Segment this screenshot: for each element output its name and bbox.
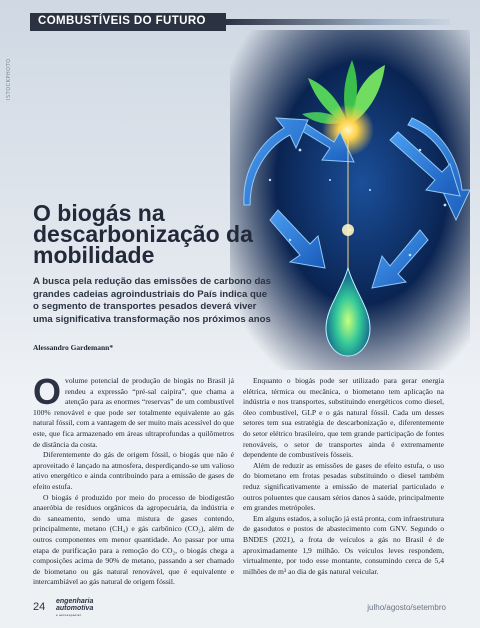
paragraph: O biogás é produzido por meio do processo de biodigestão anaeróbia de resíduos orgânicos da agropecuária, da indústria e do saneamento, sendo uma mistura de gases contendo, principalmente, metano (CH₄) e gás carbônico (CO₂), além de outros componentes em menor quantidade. Ao passar por uma etapa de purificação para a remoção do CO₂, o biogás chega a composições acima de 90% de metano, passando a ser chamado de biometano ou gás natural renovável, que é equivalente e intercambiável ao gás natural de origem fóssil. [33, 492, 234, 587]
drop-cap: O [33, 371, 62, 412]
section-header [30, 13, 450, 31]
article-author: Alessandro Gardemann* [33, 343, 114, 352]
logo-line-2: automotiva [56, 604, 94, 612]
magazine-logo [56, 599, 93, 619]
section-header-rule [226, 19, 450, 25]
paragraph: Diferentemente do gás de origem fóssil, o biogás que não é aproveitado é lançado na atmosfera, desperdiçando-se um valioso ativo energético e ainda contribuindo para a emissão de gases de efeito estufa. [33, 450, 234, 491]
issue-date: julho/agosto/setembro [367, 603, 446, 612]
section-label: COMBUSTÍVEIS DO FUTURO [38, 15, 206, 27]
paragraph [33, 371, 234, 450]
energy-point [342, 224, 354, 236]
page-number: 24 [33, 601, 46, 613]
paragraph: Além de reduzir as emissões de gases de efeito estufa, o uso do biometano em frotas pesadas substituindo o diesel também reduz significativamente a emissão de material particulado e outros poluentes que causam sérios danos à saúde, principalmente em grandes metrópoles. [243, 460, 444, 513]
logo-line-1: engenharia [56, 598, 94, 605]
paragraph-text: volume potencial de produção de biogás no Brasil já rendeu a expressão “pré-sal caipira”, que chama a atenção para as enormes “reservas” de um combustível 100% renovável e que pode ser totalmente equivalente ao gás natural fóssil, com a vantagem de ser muito mais acessível do que este, que fica armazenado em áreas ultraprofundas a quilômetros de distância da costa. [33, 376, 234, 449]
text-column-left [33, 371, 234, 588]
text-column-right [243, 376, 444, 577]
paragraph: Em alguns estados, a solução já está pronta, com infraestrutura de gasodutos e postos de abastecimento com GNV. Segundo o BNDES (2021), a frota de veículos a gás no Brasil é de aproximadamente 1,9 milhão. Os veículos leves respondem, virtualmente, por todo esse montante, consumindo cerca de 5,4 milhões de m³ ao dia de gás natural veicular. [243, 513, 444, 576]
image-credit: ISTOCKPHOTO [6, 58, 12, 100]
article-title: O biogás na descarbonização da mobilidade [33, 200, 253, 268]
logo-line-3: e aeroespacial [56, 613, 81, 617]
paragraph: Enquanto o biogás pode ser utilizado para gerar energia elétrica, térmica ou mecânica, o biometano tem aplicação na indústria e nos transportes, substituindo energéticos como diesel, óleo combustível, GLP e o gás natural fóssil. Cada um desses setores tem sua estratégia de descarbonização e, diferentemente do setor elétrico brasileiro, que tem grande participação de fontes renováveis, o setor de transportes ainda é extremamente dependente de combustíveis fósseis. [243, 376, 444, 460]
article-subtitle: A busca pela redução das emissões de carbono das grandes cadeias agroindustriais do País indica que o segmento de transportes pesados deverá viver uma significativa transformação nos próximos anos [33, 276, 271, 325]
